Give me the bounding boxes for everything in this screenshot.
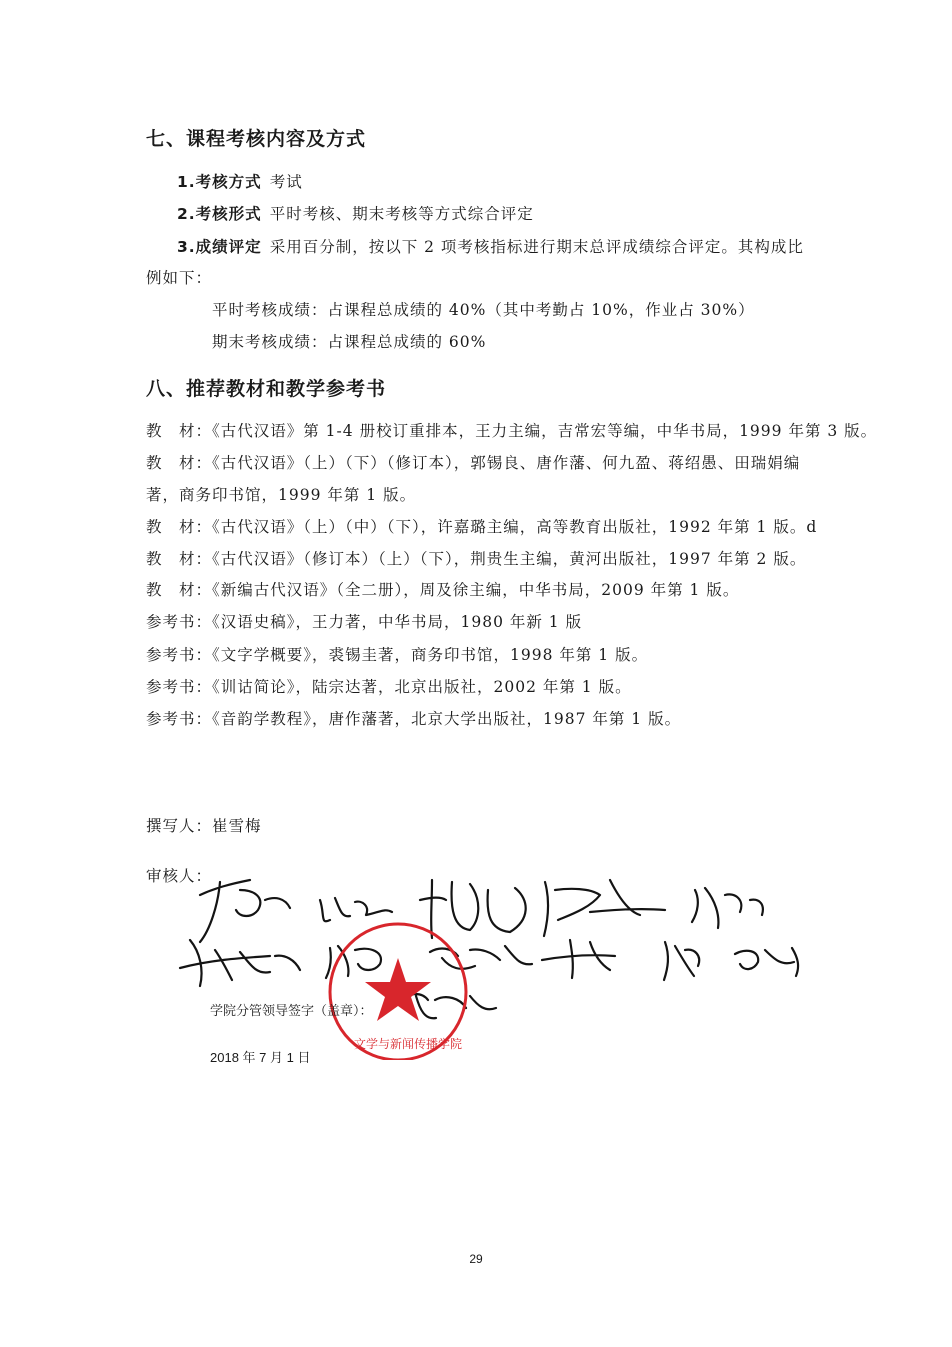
signature [544,880,665,936]
signature [180,940,300,986]
item-label: 2.考核形式 [177,205,262,223]
list-item: 教 材：《古代汉语》（上）（中）（下），许嘉璐主编，高等教育出版社，1992 年第 1 版。d [146,518,818,536]
grade-continuation: 例如下： [146,269,213,287]
leader-sign-label: 学院分管领导签字（盖章）： [210,1003,373,1018]
list-item: 教 材：《古代汉语》（修订本）（上）（下），荆贵生主编，黄河出版社，1997 年第 2 版。 [146,550,807,568]
item-label: 3.成绩评定 [177,238,262,256]
list-item: 著，商务印书馆，1999 年第 1 版。 [146,486,417,504]
list-item: 教 材：《古代汉语》（上）（下）（修订本），郭锡良、唐作藩、何九盈、蒋绍愚、田瑞娟编 [146,454,801,472]
assessment-method [177,170,303,192]
signature [200,880,290,942]
item-label: 1.考核方式 [177,173,262,191]
list-item: 教 材：《新编古代汉语》（全二册），周及徐主编，中华书局，2009 年第 1 版。 [146,581,740,599]
seal-text: 文学与新闻传播学院 [354,1037,463,1051]
section8-title: 八、推荐教材和教学参考书 [146,378,387,400]
section7-title: 七、课程考核内容及方式 [146,128,367,150]
list-item: 参考书：《汉语史稿》，王力著，中华书局，1980 年新 1 版 [146,613,583,631]
page-number: 29 [469,1252,483,1266]
item-text: 平时考核、期末考核等方式综合评定 [269,205,534,223]
sign-date: 2018 年 7 月 1 日 [210,1050,311,1065]
list-item: 参考书：《文字学概要》，裘锡圭著，商务印书馆，1998 年第 1 版。 [146,646,649,664]
list-item: 参考书：《训诂简论》，陆宗达著，北京出版社，2002 年第 1 版。 [146,678,632,696]
signature [320,898,392,921]
signature [735,948,798,976]
reviewer-label: 审核人： [146,867,213,885]
signature [542,940,615,978]
signature [420,880,526,938]
signature [326,946,381,978]
list-item: 参考书：《音韵学教程》，唐作藩著，北京大学出版社，1987 年第 1 版。 [146,710,682,728]
signature [692,888,763,928]
grade-evaluation [177,235,804,257]
author-line: 撰写人：崔雪梅 [146,817,262,835]
assessment-form [177,202,534,224]
item-text: 采用百分制，按以下 2 项考核指标进行期末总评成绩综合评定。其构成比 [269,238,804,256]
signature [430,946,532,969]
item-text: 考试 [269,173,303,191]
signature-area [170,860,850,1060]
weight-regular: 平时考核成绩：占课程总成绩的 40%（其中考勤占 10%，作业占 30%） [212,301,755,319]
weight-final: 期末考核成绩：占课程总成绩的 60% [212,333,487,351]
list-item: 教 材：《古代汉语》第 1-4 册校订重排本，王力主编，吉常宏等编，中华书局，1999 年第 3 版。 [146,422,878,440]
signature [664,942,699,980]
signatures-graphic [170,860,850,1060]
